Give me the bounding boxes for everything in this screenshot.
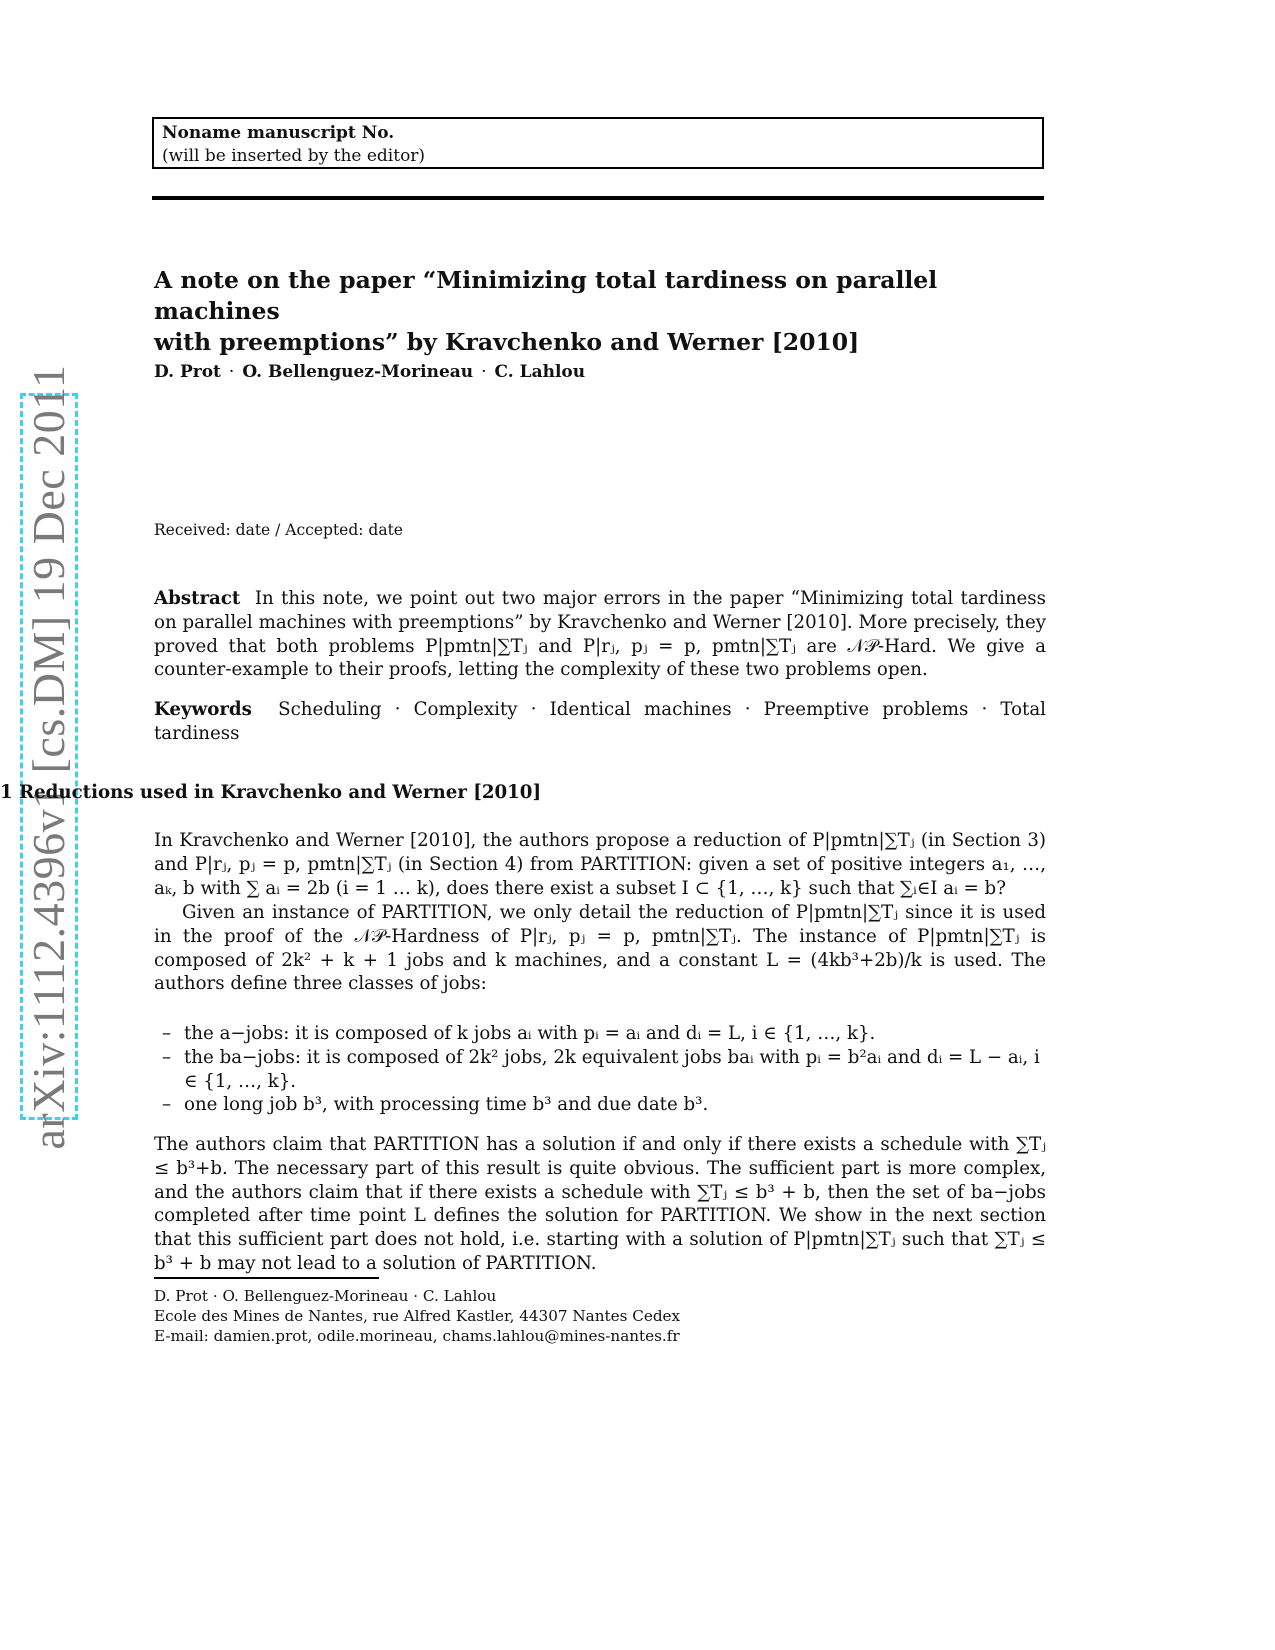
section-heading: 1 Reductions used in Kravchenko and Werner [2010]: [0, 782, 542, 803]
job-class-long: one long job b³, with processing time b³ and due date b³.: [184, 1094, 709, 1116]
footnote: [154, 1286, 680, 1346]
footnote-authors: D. Prot · O. Bellenguez-Morineau · C. Lahlou: [154, 1287, 497, 1305]
received-line: Received: date / Accepted: date: [154, 521, 403, 539]
list-item: – the ba−jobs: it is composed of 2k² jobs, 2k equivalent jobs baᵢ with pᵢ = b²aᵢ and dᵢ = L − aᵢ, i ∈ {1, …, k}.: [162, 1046, 1040, 1092]
author-1: D. Prot: [154, 362, 221, 382]
job-class-a: the a−jobs: it is composed of k jobs aᵢ with pᵢ = aᵢ and dᵢ = L, i ∈ {1, …, k}.: [184, 1023, 876, 1044]
author-list: [154, 362, 585, 382]
keywords-text: Scheduling · Complexity · Identical machines · Preemptive problems · Total tardiness: [154, 699, 1046, 744]
header-rule: [152, 196, 1044, 200]
abstract-text: In this note, we point out two major errors in the paper “Minimizing total tardiness on parallel machines with preemptions” by Kravchenko and Werner [2010]. More precisely, they proved that both problems P|pmtn|∑Tⱼ and P|rⱼ, pⱼ = p, pmtn|∑Tⱼ are 𝒩𝒫-Hard. We give a counter-example to their proofs, letting the complexity of these two problems open.: [154, 588, 1046, 681]
job-class-ba: the ba−jobs: it is composed of 2k² jobs, 2k equivalent jobs baᵢ with pᵢ = b²aᵢ and dᵢ = L − aᵢ, i ∈ {1, …, k}.: [184, 1046, 1040, 1092]
keywords-label: Keywords: [154, 699, 252, 720]
footnote-affiliation: Ecole des Mines de Nantes, rue Alfred Kastler, 44307 Nantes Cedex: [154, 1307, 681, 1325]
manuscript-note: (will be inserted by the editor): [162, 146, 426, 166]
paragraph-1: In Kravchenko and Werner [2010], the authors propose a reduction of P|pmtn|∑Tⱼ (in Section 3) and P|rⱼ, pⱼ = p, pmtn|∑Tⱼ (in Section 4) from PARTITION: given a set of positive integers a₁, …, aₖ, b with ∑ aᵢ = 2b (i = 1 … k), does there exist a subset I ⊂ {1, …, k} such that ∑ᵢ∈I aᵢ = b?: [154, 830, 1046, 899]
job-class-list: [162, 1022, 1046, 1117]
manuscript-label: Noname manuscript No.: [162, 123, 395, 143]
abstract-label: Abstract: [154, 588, 241, 609]
footnote-email: E-mail: damien.prot, odile.morineau, chams.lahlou@mines-nantes.fr: [154, 1327, 680, 1345]
title-line-2: with preemptions” by Kravchenko and Werner [2010]: [154, 328, 860, 356]
arxiv-stamp: arXiv:1112.4396v1 [cs.DM] 19 Dec 2011: [23, 364, 74, 1150]
paper-title: [154, 265, 1054, 358]
keywords: [154, 698, 1046, 746]
abstract: [154, 587, 1046, 682]
list-item: – the a−jobs: it is composed of k jobs aᵢ with pᵢ = aᵢ and dᵢ = L, i ∈ {1, …, k}.: [162, 1023, 876, 1044]
paragraph-3: The authors claim that PARTITION has a solution if and only if there exists a schedule with ∑Tⱼ ≤ b³+b. The necessary part of this result is quite obvious. The sufficient part is more complex, and the authors claim that if there exists a schedule with ∑Tⱼ ≤ b³ + b, then the set of ba−jobs completed after time point L defines the solution for PARTITION. We show in the next section that this sufficient part does not hold, i.e. starting with a solution of P|pmtn|∑Tⱼ such that ∑Tⱼ ≤ b³ + b may not lead to a solution of PARTITION.: [154, 1134, 1046, 1274]
author-separator: ·: [481, 362, 487, 382]
list-item: – one long job b³, with processing time b³ and due date b³.: [162, 1094, 709, 1116]
paragraph-2: [154, 901, 1046, 996]
author-3: C. Lahlou: [494, 362, 586, 382]
footnote-rule: [154, 1277, 379, 1279]
author-2: O. Bellenguez-Morineau: [242, 362, 474, 382]
manuscript-box: [152, 117, 1044, 169]
paragraph-2-text: Given an instance of PARTITION, we only detail the reduction of P|pmtn|∑Tⱼ since it is used in the proof of the 𝒩𝒫-Hardness of P|rⱼ, pⱼ = p, pmtn|∑Tⱼ. The instance of P|pmtn|∑Tⱼ is composed of 2k² + k + 1 jobs and k machines, and a constant L = (4kb³+2b)/k is used. The authors define three classes of jobs:: [154, 902, 1046, 995]
title-line-1: A note on the paper “Minimizing total tardiness on parallel machines: [154, 266, 938, 325]
author-separator: ·: [228, 362, 235, 382]
